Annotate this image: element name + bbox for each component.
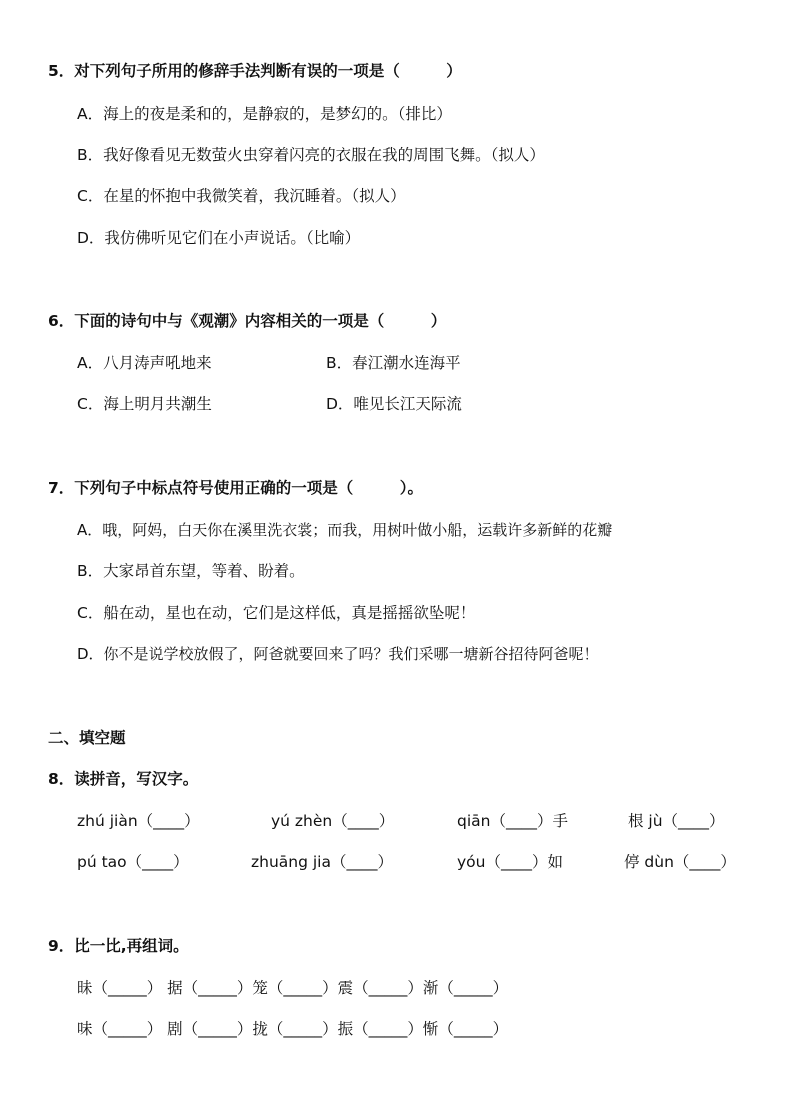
q7-option-d: D．你不是说学校放假了，阿爸就要回来了吗？我们采哪一塘新谷招待阿爸呢！ [77, 645, 599, 663]
question-5-title: 5．对下列句子所用的修辞手法判断有误的一项是（ ） [48, 62, 462, 80]
q5-option-d: D．我仿佛听见它们在小声说话。（比喻） [77, 229, 361, 247]
q5-option-b: B．我好像看见无数萤火虫穿着闪亮的衣服在我的周围飞舞。（拟人） [77, 146, 545, 164]
q6-option-a: A．八月涛声吼地来 [77, 354, 212, 372]
q8-pinyin-zhujian: zhú jiàn（____） [77, 812, 200, 830]
q8-pinyin-yuzhen: yú zhèn（____） [271, 812, 395, 830]
q8-pinyin-dun: 停 dùn（____） [624, 853, 736, 871]
q5-option-a: A．海上的夜是柔和的，是静寂的，是梦幻的。（排比） [77, 105, 452, 123]
q7-option-c: C．船在动，星也在动，它们是这样低，真是摇摇欲坠呢！ [77, 604, 476, 622]
q5-option-c: C．在星的怀抱中我微笑着，我沉睡着。（拟人） [77, 187, 406, 205]
q7-option-b: B．大家昂首东望，等着、盼着。 [77, 562, 305, 580]
question-9-title: 9．比一比,再组词。 [48, 937, 189, 955]
question-7-title: 7．下列句子中标点符号使用正确的一项是（ ）。 [48, 479, 424, 497]
q7-option-a: A．哦，阿妈，白天你在溪里洗衣裳；而我，用树叶做小船，运载许多新鲜的花瓣 [77, 521, 613, 539]
question-8-title: 8．读拼音，写汉字。 [48, 770, 199, 788]
q8-pinyin-zhuangjia: zhuāng jia（____） [251, 853, 393, 871]
q9-row-1: 昧（_____） 据（_____）笼（_____）震（_____）渐（_____） [77, 979, 509, 997]
q8-pinyin-putao: pú tao（____） [77, 853, 189, 871]
q6-option-c: C．海上明月共潮生 [77, 395, 212, 413]
section-2-heading: 二、填空题 [48, 729, 126, 747]
question-6-title: 6．下面的诗句中与《观潮》内容相关的一项是（ ） [48, 312, 447, 330]
q8-pinyin-qian: qiān（____）手 [457, 812, 568, 830]
q6-option-d: D．唯见长江天际流 [326, 395, 462, 413]
q9-row-2: 味（_____） 剧（_____）拢（_____）振（_____）惭（_____） [77, 1020, 509, 1038]
q6-option-b: B．春江潮水连海平 [326, 354, 461, 372]
q8-pinyin-you: yóu（____）如 [457, 853, 563, 871]
q8-pinyin-ju: 根 jù（____） [628, 812, 725, 830]
